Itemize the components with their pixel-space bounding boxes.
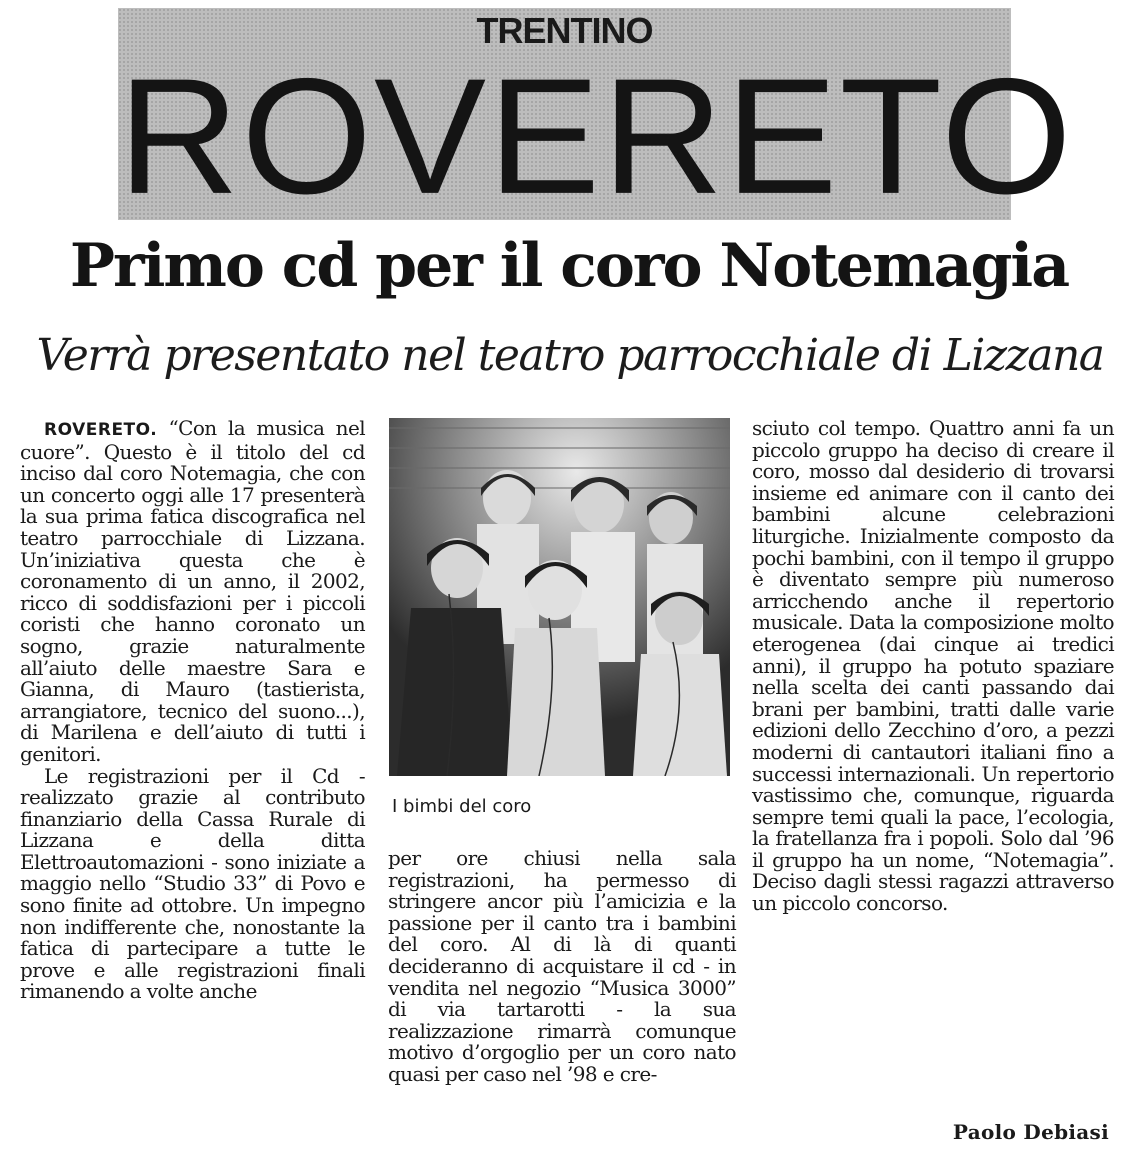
article-dateline: ROVERETO. bbox=[44, 420, 158, 440]
article-paragraph-4: sciuto col tempo. Quattro anni fa un piccolo gruppo ha deciso di creare il coro, mosso dal desiderio di trovarsi insieme ed animare con il canto dei bambini alcune celebrazioni liturgiche. Inizialmente composto da pochi bambini, con il tempo il gruppo è diventato sempre più numeroso arricchendo anche il repertorio musicale. Data la composizione molto eterogenea (dai cinque ai tredici anni), il gruppo ha potuto spaziare nella scelta dei canti passando dai brani per bambini, tratti dalle varie edizioni dello Zecchino d’oro, a pezzi moderni di cantautori italiani fino a successi internazionali. Un repertorio vastissimo che, comunque, riguarda sempre temi quali la pace, l’ecologia, la fratellanza fra i popoli. Solo dal ’96 il gruppo ha un nome, “Notemagia”. Deciso dagli stessi ragazzi attraverso un piccolo concorso. bbox=[752, 416, 1114, 916]
article-subheadline: Verrà presentato nel teatro parrocchiale di Lizzana bbox=[36, 330, 1104, 381]
masthead bbox=[118, 8, 1074, 229]
article-author: Paolo Debiasi bbox=[952, 1120, 1109, 1144]
article-paragraph-1-text: “Con la musica nel cuore”. Questo è il titolo del cd inciso dal coro Notemagia, che con un concerto oggi alle 17 presenterà la sua prima fatica discografica nel teatro parrocchiale di Lizzana. Un’iniziativa questa che è coronamento di un anno, il 2002, ricco di soddisfazioni per i piccoli coristi che hanno coronato un sogno, grazie naturalmente all’aiuto delle maestre Sara e Gianna, di Mauro (tastierista, arrangiatore, tecnico del suono...), di Marilena e dell’aiuto di tutti i genitori. bbox=[20, 416, 365, 766]
article-column-1 bbox=[20, 418, 365, 1148]
article-paragraph-1 bbox=[20, 418, 365, 766]
article-column-3 bbox=[752, 418, 1114, 1148]
article-paragraph-3: per ore chiusi nella sala registrazioni, ha permesso di stringere ancor più l’amicizia e la passione per il canto tra i bambini del coro. Al di là di quanti decideranno di acquistare il cd - in vendita nel negozio “Musica 3000” di via tartarotti - la sua realizzazione rimarrà comunque motivo d’orgoglio per un coro nato quasi per caso nel ’98 e cre- bbox=[388, 846, 736, 1086]
photo-caption: I bimbi del coro bbox=[392, 796, 532, 817]
article-headline: Primo cd per il coro Notemagia bbox=[69, 231, 1069, 301]
article-paragraph-2: Le registrazioni per il Cd - realizzato grazie al contributo finanziario della Cassa Rurale di Lizzana e della ditta Elettroautomazioni - sono iniziate a maggio nello “Studio 33” di Povo e sono finite ad ottobre. Un impegno non indifferente che, nonostante la fatica di partecipare a tutte le prove e alle registrazioni finali rimanendo a volte anche bbox=[20, 763, 365, 1004]
article-column-2 bbox=[388, 848, 736, 1148]
choir-photo bbox=[389, 418, 730, 776]
masthead-section: TRENTINO bbox=[476, 10, 653, 51]
masthead-city: ROVERETO bbox=[118, 43, 1074, 229]
